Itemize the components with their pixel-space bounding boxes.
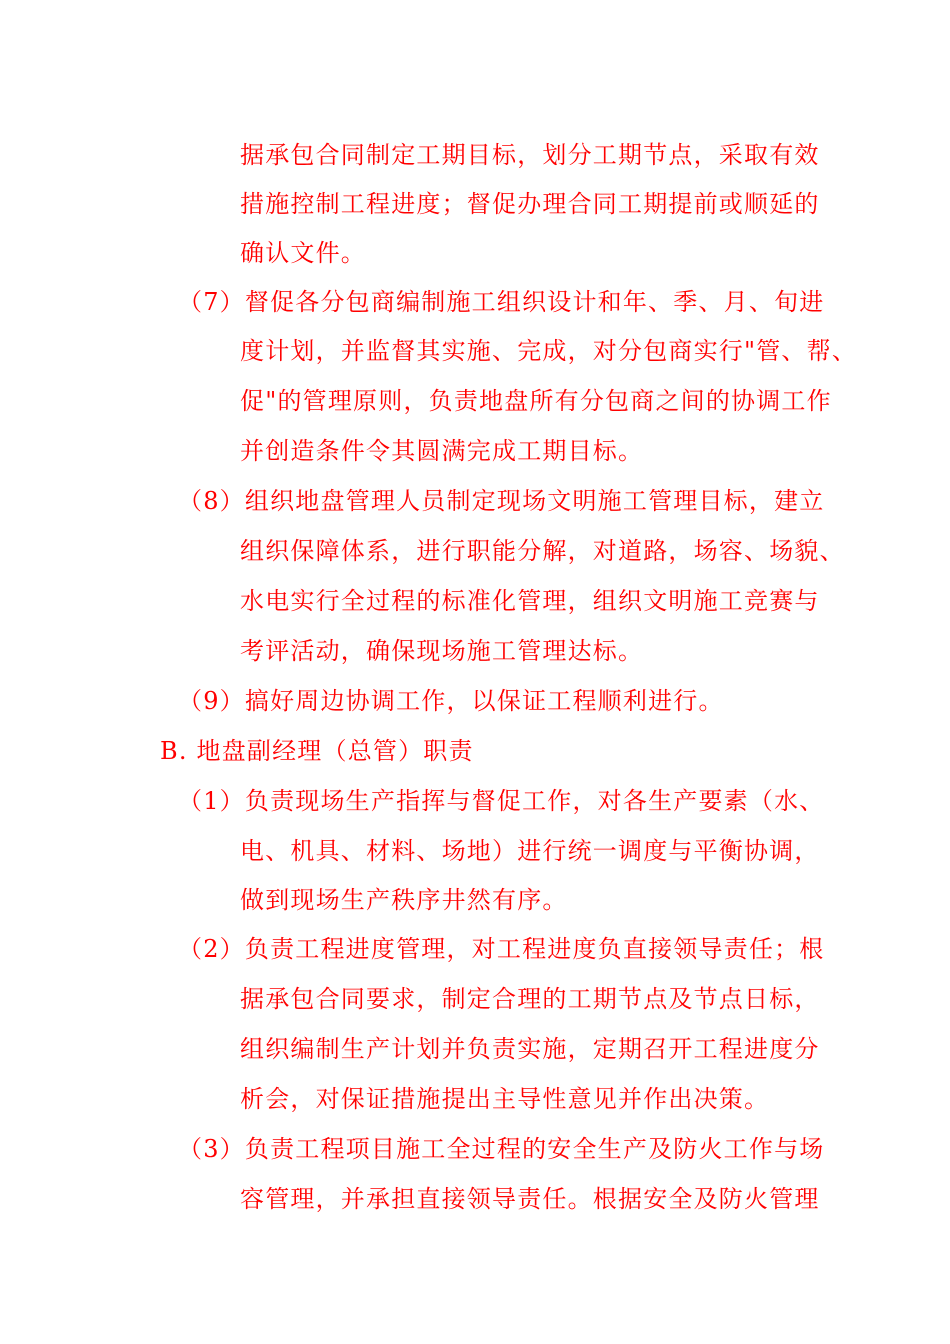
text-line: 电、机具、材料、场地）进行统一调度与平衡协调， (240, 837, 820, 865)
text-line: 做到现场生产秩序井然有序。 (240, 886, 568, 914)
text-line: 容管理，并承担直接领导责任。根据安全及防火管理 (240, 1185, 820, 1213)
text-line: 水电实行全过程的标准化管理，组织文明施工竞赛与 (240, 587, 820, 615)
text-line: 考评活动，确保现场施工管理达标。 (240, 637, 644, 665)
text-line: 据承包合同制定工期目标，划分工期节点，采取有效 (240, 141, 820, 169)
text-line: 组织保障体系，进行职能分解，对道路，场容、场貌、 (240, 537, 845, 565)
text-line: 措施控制工程进度；督促办理合同工期提前或顺延的 (240, 190, 820, 218)
text-line: 并创造条件令其圆满完成工期目标。 (240, 437, 644, 465)
text-line: 促"的管理原则，负责地盘所有分包商之间的协调工作 (240, 387, 832, 415)
list-item-1: （1）负责现场生产指挥与督促工作，对各生产要素（水、 (178, 787, 825, 815)
text-line: 度计划，并监督其实施、完成，对分包商实行"管、帮、 (240, 337, 858, 365)
list-item-9: （9）搞好周边协调工作，以保证工程顺利进行。 (178, 687, 724, 715)
text-line: 析会，对保证措施提出主导性意见并作出决策。 (240, 1085, 770, 1113)
list-item-7: （7）督促各分包商编制施工组织设计和年、季、月、旬进 (178, 288, 825, 316)
list-item-8: （8）组织地盘管理人员制定现场文明施工管理目标，建立 (178, 487, 825, 515)
text-line: 组织编制生产计划并负责实施，定期召开工程进度分 (240, 1035, 820, 1063)
text-line: 确认文件。 (240, 239, 366, 267)
list-item-2: （2）负责工程进度管理，对工程进度负直接领导责任；根 (178, 935, 825, 963)
text-line: 据承包合同要求，制定合理的工期节点及节点日标， (240, 985, 820, 1013)
list-item-3: （3）负责工程项目施工全过程的安全生产及防火工作与场 (178, 1135, 825, 1163)
section-heading: B. 地盘副经理（总管）职责 (160, 737, 474, 765)
